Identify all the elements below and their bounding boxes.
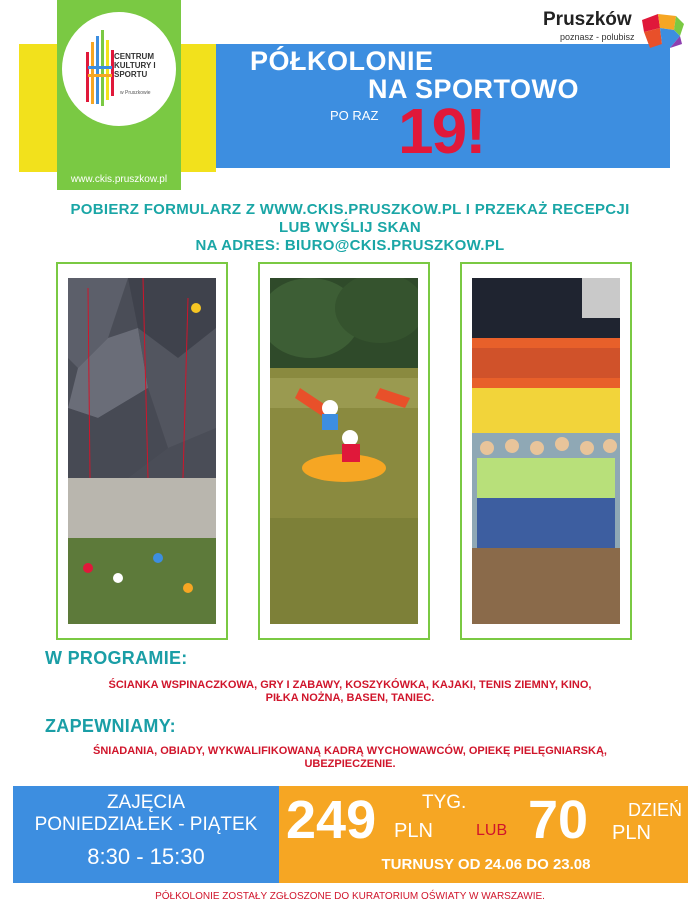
po-raz-label: PO RAZ [330,108,379,123]
pruszkow-logo-icon [640,14,684,50]
program-line-1: ŚCIANKA WSPINACZKOWA, GRY I ZABAWY, KOSZYKÓWKA, KAJAKI, TENIS ZIEMNY, KINO, [108,679,592,691]
instruction-line-1: POBIERZ FORMULARZ Z WWW.CKIS.PRUSZKOW.PL I PRZEKAŻ RECEPCJI [70,201,630,218]
climbing-wall-photo [68,278,216,624]
day-currency: PLN [612,822,651,844]
ckis-logo-icon [84,30,116,112]
day-price: 70 [528,790,589,850]
week-unit: TYG. [422,792,467,813]
provide-heading: ZAPEWNIAMY: [45,716,176,736]
yellow-accent-right [180,44,216,172]
logo-text: CENTRUM KULTURY I SPORTU [114,52,156,79]
provide-line-2: UBEZPIECZENIE. [304,758,396,770]
group-photo [472,278,620,624]
edition-number: 19! [398,95,485,167]
logo-subtext: w Pruszkowie [120,90,151,96]
title-line-2: NA SPORTOWO [368,74,580,104]
turnusy-dates: TURNUSY OD 24.06 DO 23.08 [381,856,591,873]
brand-name: Pruszków [543,9,632,30]
instruction-line-3: NA ADRES: BIURO@CKIS.PRUSZKOW.PL [195,237,505,254]
provide-line-1: ŚNIADANIA, OBIADY, WYKWALIFIKOWANĄ KADRĄ WYCHOWAWCÓW, OPIEKĘ PIELĘGNIARSKĄ, [93,745,607,757]
day-unit: DZIEŃ [628,800,682,820]
week-price: 249 [286,790,377,850]
week-currency: PLN [394,820,433,842]
program-heading: W PROGRAMIE: [45,648,188,668]
schedule-label: ZAJĘCIA [106,792,186,813]
schedule-hours: 8:30 - 15:30 [87,844,205,869]
instruction-line-2: LUB WYŚLIJ SKAN [278,219,421,236]
schedule-days: PONIEDZIAŁEK - PIĄTEK [34,814,258,835]
brand-tagline: poznasz - polubisz [560,32,635,42]
program-line-2: PIŁKA NOŻNA, BASEN, TANIEC. [265,692,435,704]
or-label: LUB [476,822,508,839]
yellow-accent-left [19,44,59,172]
kayak-photo [270,278,418,624]
logo-url[interactable]: www.ckis.pruszkow.pl [70,174,168,185]
kuratorium-note: PÓŁKOLONIE ZOSTAŁY ZGŁOSZONE DO KURATORIUM OŚWIATY W WARSZAWIE. [155,891,545,902]
title-line-1: PÓŁKOLONIE [250,46,434,76]
